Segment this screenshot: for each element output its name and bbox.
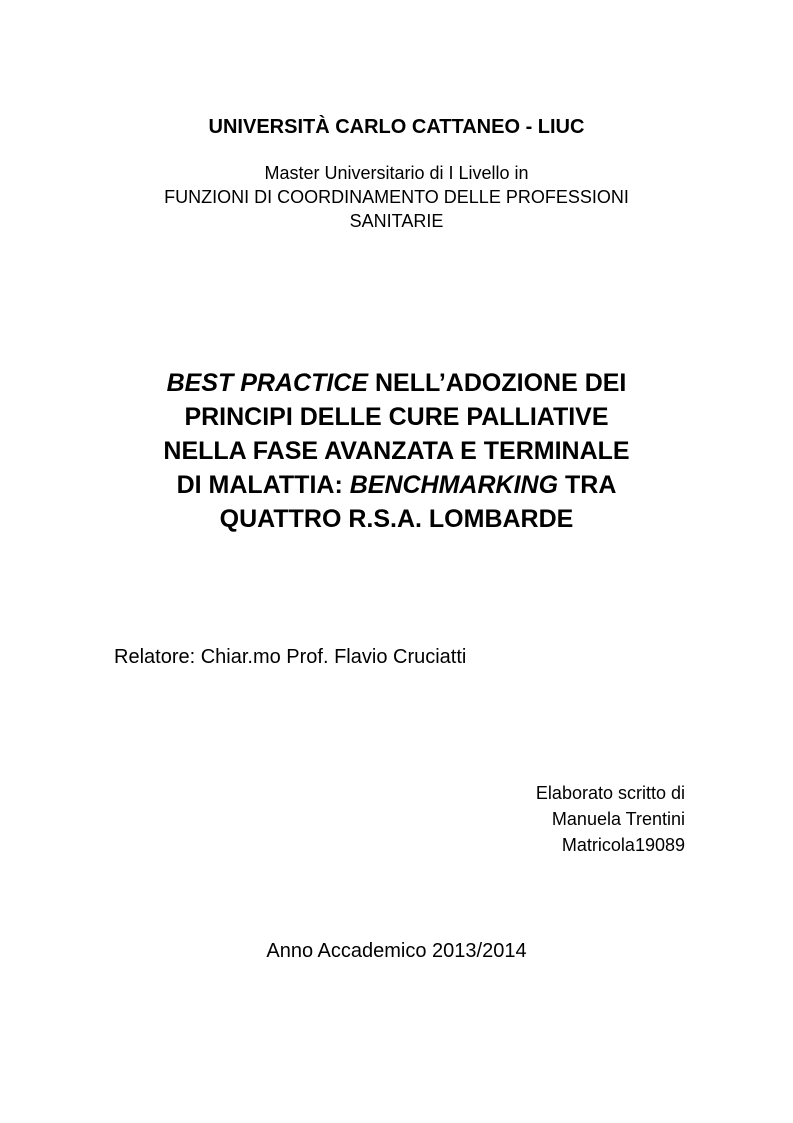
- author-matricola: Matricola19089: [561, 835, 685, 855]
- title-line-1-italic: BEST PRACTICE: [166, 369, 369, 397]
- master-line-3: SANITARIE: [349, 211, 444, 231]
- master-line-1: Master Universitario di I Livello in: [264, 163, 529, 183]
- title-line-1: [0, 366, 793, 400]
- title-line-5: QUATTRO R.S.A. LOMBARDE: [219, 505, 574, 533]
- title-line-4-end: TRA: [558, 471, 617, 499]
- author-line-1: Elaborato scritto di: [535, 783, 685, 803]
- university-name: UNIVERSITÀ CARLO CATTANEO - LIUC: [208, 116, 585, 138]
- academic-year: Anno Accademico 2013/2014: [266, 940, 527, 962]
- title-line-1-rest: NELL’ADOZIONE DEI: [368, 369, 627, 397]
- author-block: [480, 780, 685, 858]
- title-line-4-italic: BENCHMARKING: [349, 471, 559, 499]
- title-line-2: PRINCIPI DELLE CURE PALLIATIVE: [184, 403, 609, 431]
- master-program: [0, 161, 793, 233]
- title-line-3: NELLA FASE AVANZATA E TERMINALE: [163, 437, 630, 465]
- title-line-4: [0, 468, 793, 502]
- master-line-2: FUNZIONI DI COORDINAMENTO DELLE PROFESSIONI: [164, 187, 629, 207]
- title-line-4-start: DI MALATTIA:: [176, 471, 350, 499]
- author-name: Manuela Trentini: [551, 809, 685, 829]
- advisor: Relatore: Chiar.mo Prof. Flavio Cruciatti: [114, 646, 467, 668]
- thesis-title: [0, 366, 793, 536]
